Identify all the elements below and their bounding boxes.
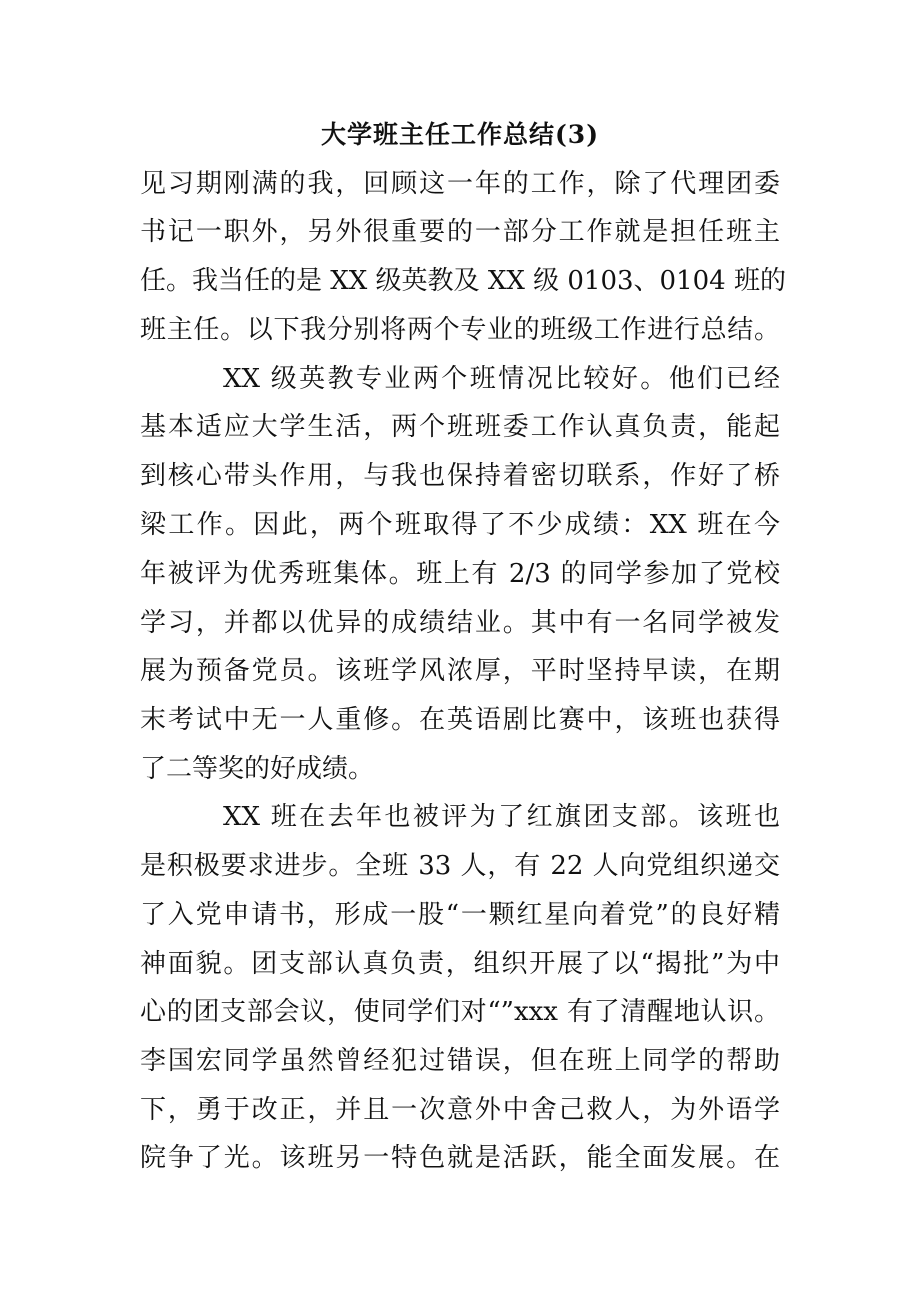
paragraph-2-line-5: 年被评为优秀班集体。班上有 2/3 的同学参加了党校 (140, 559, 780, 589)
paragraph-3-line-7: 下，勇于改正，并且一次意外中舍己救人，为外语学 (140, 1095, 780, 1125)
paragraph-1-line-1: 见习期刚满的我，回顾这一年的工作，除了代理团委 (140, 169, 780, 199)
paragraph-3-line-1: XX 班在去年也被评为了红旗团支部。该班也 (223, 802, 780, 832)
paragraph-2-line-6: 学习，并都以优异的成绩结业。其中有一名同学被发 (140, 608, 780, 638)
paragraph-3-line-6: 李国宏同学虽然曾经犯过错误，但在班上同学的帮助 (140, 1046, 780, 1076)
paragraph-1-line-3: 任。我当任的是 XX 级英教及 XX 级 0103、0104 班的 (140, 266, 786, 296)
document-title: 大学班主任工作总结(3) (320, 120, 600, 149)
paragraph-3-line-4: 神面貌。团支部认真负责，组织开展了以“揭批”为中 (140, 949, 780, 979)
paragraph-3-line-5: 心的团支部会议，使同学们对“”xxx 有了清醒地认识。 (140, 997, 780, 1027)
paragraph-2-line-3: 到核心带头作用，与我也保持着密切联系，作好了桥 (140, 461, 780, 491)
paragraph-3-line-2: 是积极要求进步。全班 33 人，有 22 人向党组织递交 (140, 851, 780, 881)
paragraph-2-line-9: 了二等奖的好成绩。 (140, 754, 375, 784)
paragraph-2-line-4: 梁工作。因此，两个班取得了不少成绩：XX 班在今 (140, 510, 780, 540)
paragraph-2-line-2: 基本适应大学生活，两个班班委工作认真负责，能起 (140, 412, 780, 442)
paragraph-1-line-2: 书记一职外，另外很重要的一部分工作就是担任班主 (140, 217, 780, 247)
paragraph-2-line-8: 末考试中无一人重修。在英语剧比赛中，该班也获得 (140, 705, 780, 735)
paragraph-3-line-3: 了入党申请书，形成一股“一颗红星向着党”的良好精 (140, 900, 780, 930)
paragraph-2-line-1: XX 级英教专业两个班情况比较好。他们已经 (223, 364, 780, 394)
paragraph-1-line-4: 班主任。以下我分别将两个专业的班级工作进行总结。 (140, 315, 780, 345)
paragraph-2-line-7: 展为预备党员。该班学风浓厚，平时坚持早读，在期 (140, 656, 780, 686)
paragraph-3-line-8: 院争了光。该班另一特色就是活跃，能全面发展。在 (140, 1143, 780, 1173)
